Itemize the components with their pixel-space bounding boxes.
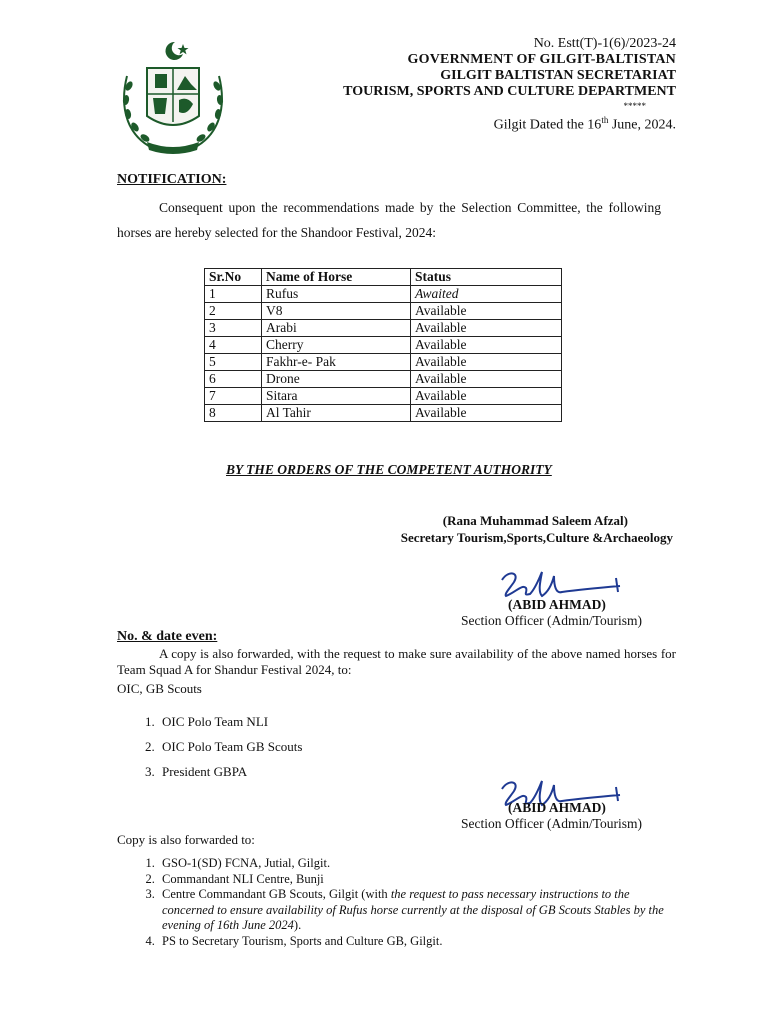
table-cell: 7: [205, 388, 262, 405]
table-row: [205, 286, 562, 303]
table-cell: 4: [205, 337, 262, 354]
horses-table: [204, 268, 562, 422]
notification-body: Consequent upon the recommendations made by the Selection Committee, the following horses are hereby selected for the Shandoor Festival, 2024:: [117, 200, 661, 240]
list-item: 1. GSO-1(SD) FCNA, Jutial, Gilgit.: [158, 856, 668, 872]
table-row: [205, 354, 562, 371]
header-government: GOVERNMENT OF GILGIT-BALTISTAN: [407, 52, 676, 67]
notification-title: NOTIFICATION:: [117, 172, 227, 187]
date-line: Gilgit Dated the 16th June, 2024.: [493, 115, 676, 133]
list-item: 3. President GBPA: [158, 764, 302, 789]
list-item: 3. Centre Commandant GB Scouts, Gilgit (with the request to pass necessary instructions to the concerned to ensure availability of Rufus horse currently at the disposal of GB Scouts Stables by the evening of 16th June 2024).: [158, 887, 668, 934]
orders-line: BY THE ORDERS OF THE COMPETENT AUTHORITY: [226, 462, 552, 477]
table-cell: Available: [411, 388, 562, 405]
forward-body: A copy is also forwarded, with the request to make sure availability of the above named horses for Team Squad A for Shandur Festival 2024, to:: [117, 646, 676, 677]
reference-number: No. Estt(T)-1(6)/2023-24: [533, 36, 676, 51]
table-row: [205, 320, 562, 337]
table-cell: 3: [205, 320, 262, 337]
table-cell: 1: [205, 286, 262, 303]
recipient-list: [117, 714, 302, 789]
table-row: [205, 405, 562, 422]
oic-gb-scouts: OIC, GB Scouts: [117, 681, 202, 696]
no-date-even-title: No. & date even:: [117, 629, 218, 644]
table-cell: Al Tahir: [262, 405, 411, 422]
table-cell: Rufus: [262, 286, 411, 303]
secretary-name: (Rana Muhammad Saleem Afzal): [442, 513, 628, 528]
table-cell: Arabi: [262, 320, 411, 337]
table-row: [205, 303, 562, 320]
secretary-title: Secretary Tourism,Sports,Culture &Archaeology: [400, 530, 673, 545]
table-row: [205, 388, 562, 405]
officer-name: (ABID AHMAD): [508, 597, 606, 612]
table-cell: Available: [411, 354, 562, 371]
column-header: Status: [411, 269, 562, 286]
table-cell: 8: [205, 405, 262, 422]
list-item: 1. OIC Polo Team NLI: [158, 714, 302, 739]
column-header: Sr.No: [205, 269, 262, 286]
table-cell: Available: [411, 337, 562, 354]
header-stars: *****: [623, 101, 646, 111]
officer-name-2: (ABID AHMAD): [508, 800, 606, 815]
list-item: 2. Commandant NLI Centre, Bunji: [158, 872, 668, 888]
table-cell: Available: [411, 320, 562, 337]
table-header-row: [205, 269, 562, 286]
table-cell: Awaited: [411, 286, 562, 303]
column-header: Name of Horse: [262, 269, 411, 286]
table-row: [205, 337, 562, 354]
table-cell: 5: [205, 354, 262, 371]
table-cell: Available: [411, 405, 562, 422]
list-item: 4. PS to Secretary Tourism, Sports and Culture GB, Gilgit.: [158, 934, 668, 950]
copy-list: [117, 856, 668, 949]
table-cell: Available: [411, 303, 562, 320]
header-department: TOURISM, SPORTS AND CULTURE DEPARTMENT: [343, 84, 676, 99]
table-cell: V8: [262, 303, 411, 320]
officer-title: Section Officer (Admin/Tourism): [461, 613, 643, 628]
table-cell: Sitara: [262, 388, 411, 405]
officer-title-2: Section Officer (Admin/Tourism): [461, 816, 643, 831]
copy-forwarded-title: Copy is also forwarded to:: [117, 832, 255, 847]
table-cell: Cherry: [262, 337, 411, 354]
table-cell: 6: [205, 371, 262, 388]
list-item: 2. OIC Polo Team GB Scouts: [158, 739, 302, 764]
government-emblem: [117, 38, 229, 156]
table-cell: Drone: [262, 371, 411, 388]
table-cell: 2: [205, 303, 262, 320]
table-cell: Available: [411, 371, 562, 388]
table-cell: Fakhr-e- Pak: [262, 354, 411, 371]
table-row: [205, 371, 562, 388]
header-secretariat: GILGIT BALTISTAN SECRETARIAT: [440, 68, 676, 83]
